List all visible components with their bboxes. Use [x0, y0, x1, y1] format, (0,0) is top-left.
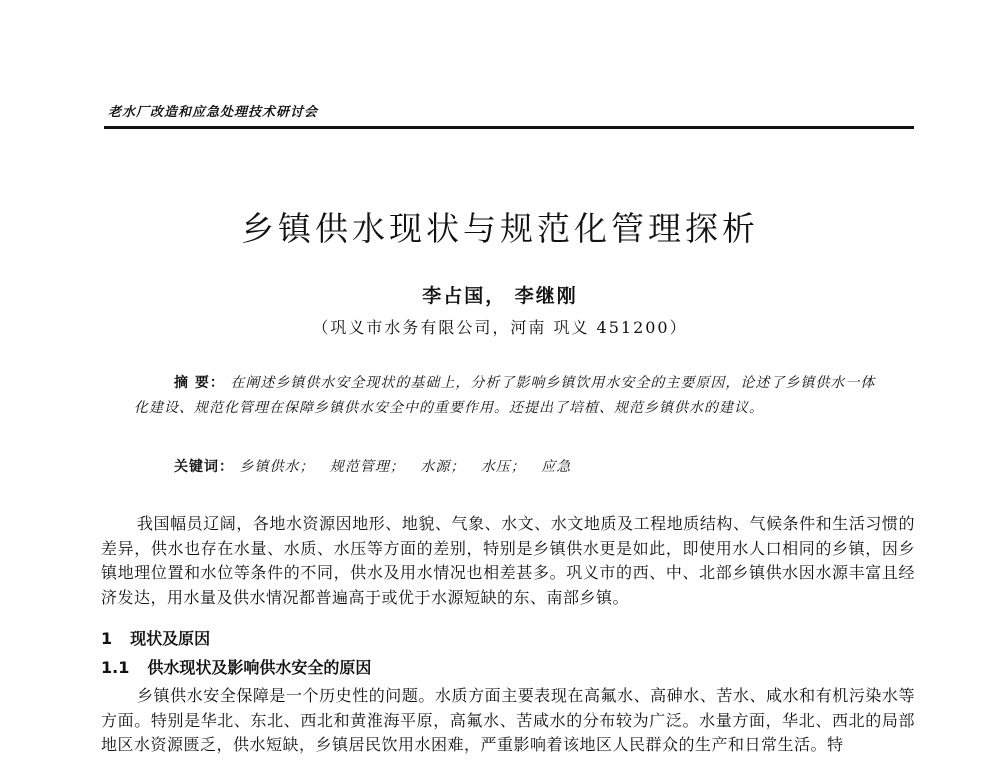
- abstract-text: 在阐述乡镇供水安全现状的基础上，分析了影响乡镇饮用水安全的主要原因，论述了乡镇供水一体化建设、规范化管理在保障乡镇供水安全中的重要作用。还提出了培植、规范乡镇供水的建议。: [134, 375, 876, 416]
- abstract: [134, 371, 884, 421]
- article-title: 乡镇供水现状与规范化管理探析: [241, 209, 759, 248]
- subsection-title: 供水现状及影响供水安全的原因: [147, 658, 372, 677]
- affiliation-line: （巩义市水务有限公司，河南 巩义 451200）: [312, 318, 688, 337]
- section-title: 现状及原因: [130, 629, 211, 648]
- keyword: 水源；: [420, 459, 466, 475]
- keyword: 应急: [541, 459, 572, 475]
- keywords: [174, 456, 581, 476]
- keyword: 乡镇供水；: [239, 459, 315, 475]
- intro-paragraph: 我国幅员辽阔，各地水资源因地形、地貌、气象、水文、水文地质及工程地质结构、气候条件和生活习惯的差异，供水也存在水量、水质、水压等方面的差别，特别是乡镇供水更是如此，即使用水人口相同的乡镇，因乡镇地理位置和水位等条件的不同，供水及用水情况也相差甚多。巩义市的西、中、北部乡镇供水因水源丰富且经济发达，用水量及供水情况都普遍高于或优于水源短缺的东、南部乡镇。: [101, 514, 915, 607]
- header-rule: [104, 126, 914, 129]
- body-paragraph: 乡镇供水安全保障是一个历史性的问题。水质方面主要表现在高氟水、高砷水、苦水、咸水和有机污染水等方面。特别是华北、东北、西北和黄淮海平原，高氟水、苦咸水的分布较为广泛。水量方面，华北、西北的局部地区水资源匮乏，供水短缺，乡镇居民饮用水困难，严重影响着该地区人民群众的生产和日常生活。特: [101, 686, 915, 754]
- keywords-label: 关键词：: [174, 459, 234, 475]
- keyword: 规范管理；: [329, 459, 405, 475]
- running-header: 老水厂改造和应急处理技术研讨会: [108, 105, 319, 120]
- subsection-number: 1.1: [101, 658, 130, 677]
- keyword: 水压；: [480, 459, 526, 475]
- section-heading: [101, 626, 210, 649]
- section-number: 1: [101, 629, 113, 648]
- abstract-label: 摘 要：: [174, 375, 225, 391]
- author-line: 李占国， 李继刚: [422, 285, 578, 307]
- subsection-heading: [101, 655, 371, 678]
